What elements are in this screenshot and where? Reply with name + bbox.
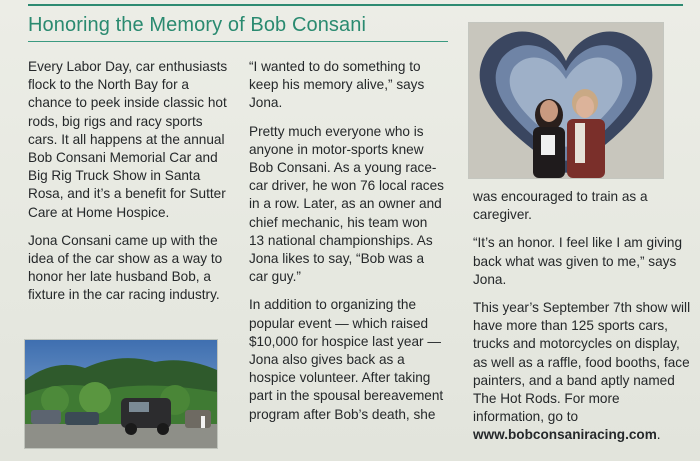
col1-paragraph-2: Jona Consani came up with the idea of the car show as a way to honor her late husband Bob, a fixture in the car racing industry.	[28, 232, 223, 303]
col2-paragraph-3: In addition to organizing the popular event — which raised $10,000 for hospice last year — Jona also gives back as a hospice volunteer. After taking part in the spousal bereavement program after Bob’s death, she	[249, 297, 444, 422]
article-title: Honoring the Memory of Bob Consani	[28, 14, 367, 36]
car-show-photo	[24, 339, 218, 449]
col2-paragraph-2: Pretty much everyone who is anyone in motor-sports knew Bob Consani. As a young race-car driver, he won 76 local races in a row. Later, as an owner and chief mechanic, his team won 13 national championships. As Jona likes to say, “Bob was a car guy.”	[249, 123, 444, 285]
col3-paragraph-2: “It’s an honor. I feel like I am giving back what was given to me,” says Jona.	[473, 235, 683, 287]
col3-paragraph-3-text: This year’s September 7th show will have more than 125 sports cars, trucks and motorcycles on display, as well as a raffle, food booths, face painters, and a band aptly named The Hot Rods. For more information, go to	[473, 300, 691, 425]
title-underline	[28, 41, 448, 42]
column-2	[249, 58, 446, 434]
col1-paragraph-1: Every Labor Day, car enthusiasts flock to the North Bay for a chance to peek inside classic hot rods, big rigs and racy sports cars. It all happens at the annual Bob Consani Memorial Car and Big Rig Truck Show in Santa Rosa, and it’s a benefit for Sutter Care at Home Hospice.	[28, 59, 228, 220]
col2-paragraph-1: “I wanted to do something to keep his memory alive,” says Jona.	[249, 59, 425, 111]
top-divider	[28, 4, 683, 6]
website-link[interactable]: www.bobconsaniracing.com	[473, 427, 657, 443]
period: .	[656, 427, 661, 443]
col3-paragraph-1: was encouraged to train as a caregiver.	[473, 189, 648, 223]
column-3	[473, 188, 693, 455]
column-1	[28, 58, 228, 315]
col3-paragraph-3	[473, 299, 693, 445]
jona-portrait-photo	[468, 22, 664, 179]
